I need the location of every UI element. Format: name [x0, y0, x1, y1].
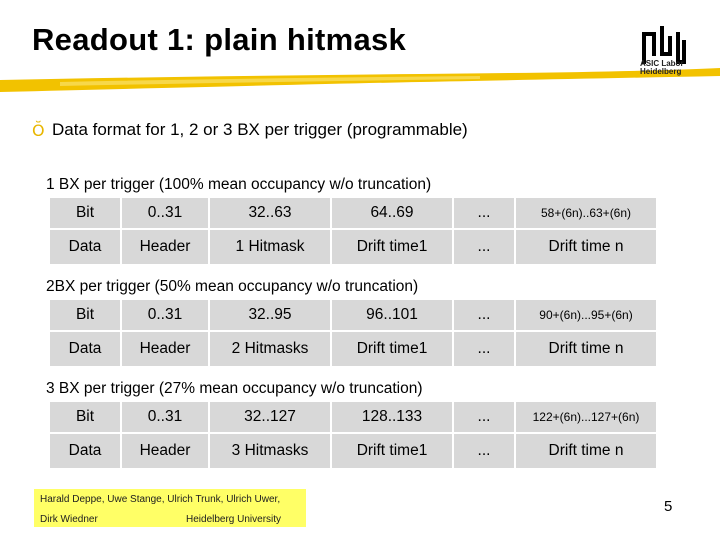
- table-row-bit: [49, 401, 657, 433]
- table-cell: Drift time n: [515, 331, 657, 367]
- slide-title: Readout 1: plain hitmask: [32, 22, 407, 57]
- table-cell: 0..31: [121, 401, 209, 433]
- table-cell: Header: [121, 229, 209, 265]
- table-cell: 58+(6n)..63+(6n): [515, 197, 657, 229]
- bullet-text: Data format for 1, 2 or 3 BX per trigger (programmable): [52, 120, 468, 139]
- table-cell: Data: [49, 331, 121, 367]
- format-table-3bx: [48, 400, 658, 470]
- table-cell: ...: [453, 401, 515, 433]
- table-cell: Header: [121, 331, 209, 367]
- logo-line2: Heidelberg: [640, 67, 682, 76]
- section-heading-2bx: 2BX per trigger (50% mean occupancy w/o truncation): [46, 278, 419, 295]
- bullet-item: [32, 120, 468, 140]
- page-number: 5: [664, 498, 673, 515]
- logo-line1: ASIC Labor: [640, 59, 684, 68]
- table-cell: Drift time1: [331, 433, 453, 469]
- format-table-1bx: [48, 196, 658, 266]
- footer-author-last: Dirk Wiedner: [40, 514, 98, 525]
- table-cell: 0..31: [121, 299, 209, 331]
- table-cell: Drift time n: [515, 433, 657, 469]
- table-cell: 122+(6n)...127+(6n): [515, 401, 657, 433]
- table-cell: ...: [453, 299, 515, 331]
- table-cell: 2 Hitmasks: [209, 331, 331, 367]
- table-cell: Bit: [49, 197, 121, 229]
- table-cell: ...: [453, 197, 515, 229]
- table-row-data: [49, 229, 657, 265]
- table-row-data: [49, 433, 657, 469]
- table-cell: 96..101: [331, 299, 453, 331]
- table-cell: Bit: [49, 401, 121, 433]
- table-cell: 1 Hitmask: [209, 229, 331, 265]
- table-row-data: [49, 331, 657, 367]
- table-cell: 90+(6n)...95+(6n): [515, 299, 657, 331]
- table-cell: Drift time n: [515, 229, 657, 265]
- table-cell: ...: [453, 229, 515, 265]
- table-cell: 0..31: [121, 197, 209, 229]
- table-row-bit: [49, 299, 657, 331]
- section-heading-3bx: 3 BX per trigger (27% mean occupancy w/o truncation): [46, 380, 423, 397]
- table-cell: Data: [49, 433, 121, 469]
- logo-text: [640, 60, 684, 76]
- footer-credits: [34, 489, 306, 527]
- table-cell: Drift time1: [331, 331, 453, 367]
- table-cell: 3 Hitmasks: [209, 433, 331, 469]
- format-table-2bx: [48, 298, 658, 368]
- title-underline-swoosh: [0, 59, 720, 112]
- table-cell: Bit: [49, 299, 121, 331]
- footer-authors: Harald Deppe, Uwe Stange, Ulrich Trunk, Ulrich Uwer,: [40, 494, 281, 505]
- table-cell: 128..133: [331, 401, 453, 433]
- table-cell: 64..69: [331, 197, 453, 229]
- table-cell: 32..95: [209, 299, 331, 331]
- section-heading-1bx: 1 BX per trigger (100% mean occupancy w/o truncation): [46, 176, 432, 193]
- table-cell: ...: [453, 433, 515, 469]
- table-cell: ...: [453, 331, 515, 367]
- table-row-bit: [49, 197, 657, 229]
- table-cell: Header: [121, 433, 209, 469]
- table-cell: Data: [49, 229, 121, 265]
- table-cell: 32..63: [209, 197, 331, 229]
- bullet-icon: Ŏ: [32, 120, 45, 140]
- table-cell: 32..127: [209, 401, 331, 433]
- footer-university: Heidelberg University: [186, 514, 282, 525]
- table-cell: Drift time1: [331, 229, 453, 265]
